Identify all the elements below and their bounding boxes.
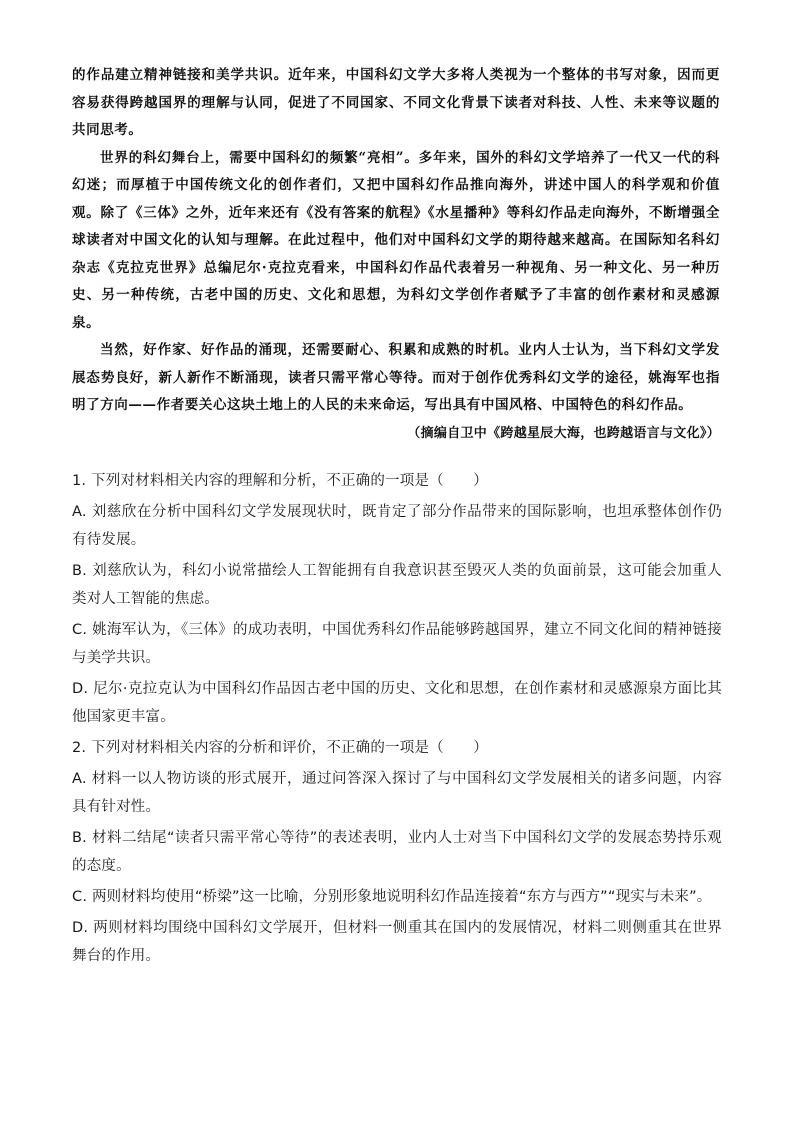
passage-paragraph: 的作品建立精神链接和美学共识。近年来，中国科幻文学大多将人类视为一个整体的书写对象，因而更容易获得跨越国界的理解与认同，促进了不同国家、不同文化背景下读者对科技、人性、未来等议题的共同思考。 xyxy=(72,67,720,138)
option-d: D. 尼尔·克拉克认为中国科幻作品因古老中国的历史、文化和思想，在创作素材和灵感源泉方面比其他国家更丰富。 xyxy=(72,681,722,725)
option-c: C. 姚海军认为，《三体》的成功表明，中国优秀科幻作品能够跨越国界，建立不同文化间的精神链接与美学共识。 xyxy=(72,622,722,666)
question-stem: 2. 下列对材料相关内容的分析和评价，不正确的一项是（ ） xyxy=(72,740,488,756)
option-d: D. 两则材料均围绕中国科幻文学展开，但材料一侧重其在国内的发展情况，材料二则侧重其在世界舞台的作用。 xyxy=(72,920,722,964)
question-list xyxy=(72,467,722,973)
passage-source: （摘编自卫中《跨越星辰大海，也跨越语言与文化》） xyxy=(407,425,720,441)
option-b: B. 刘慈欣认为，科幻小说常描绘人工智能拥有自我意识甚至毁灭人类的负面前景，这可能会加重人类对人工智能的焦虑。 xyxy=(72,563,722,607)
passage-paragraph: 世界的科幻舞台上，需要中国科幻的频繁“亮相”。多年来，国外的科幻文学培养了一代又一代的科幻迷；而厚植于中国传统文化的创作者们，又把中国科幻作品推向海外，讲述中国人的科学观和价值观。除了《三体》之外，近年来还有《没有答案的航程》《水星播种》等科幻作品走向海外，不断增强全球读者对中国文化的认知与理解。在此过程中，他们对中国科幻文学的期待越来越高。在国际知名科幻杂志《克拉克世界》总编尼尔·克拉克看来，中国科幻作品代表着另一种视角、另一种文化、另一种历史、另一种传统，古老中国的历史、文化和思想，为科幻文学创作者赋予了丰富的创作素材和灵感源泉。 xyxy=(72,149,720,331)
question-1 xyxy=(72,467,722,731)
option-c: C. 两则材料均使用“桥梁”这一比喻，分别形象地说明科幻作品连接着“东方与西方”“现实与未来”。 xyxy=(72,889,712,905)
option-a: A. 刘慈欣在分析中国科幻文学发展现状时，既肯定了部分作品带来的国际影响，也坦承整体创作仍有待发展。 xyxy=(72,504,722,548)
question-2 xyxy=(72,734,722,970)
option-a: A. 材料一以人物访谈的形式展开，通过问答深入探讨了与中国科幻文学发展相关的诸多问题，内容具有针对性。 xyxy=(72,771,722,815)
option-b: B. 材料二结尾“读者只需平常心等待”的表述表明，业内人士对当下中国科幻文学的发展态势持乐观的态度。 xyxy=(72,830,722,874)
passage-paragraph: 当然，好作家、好作品的涌现，还需要耐心、积累和成熟的时机。业内人士认为，当下科幻文学发展态势良好，新人新作不断涌现，读者只需平常心等待。而对于创作优秀科幻文学的途径，姚海军也指明了方向——作者要关心这块土地上的人民的未来命运，写出具有中国风格、中国特色的科幻作品。 xyxy=(72,342,720,413)
question-stem: 1. 下列对材料相关内容的理解和分析，不正确的一项是（ ） xyxy=(72,473,488,489)
reading-passage xyxy=(72,62,720,447)
